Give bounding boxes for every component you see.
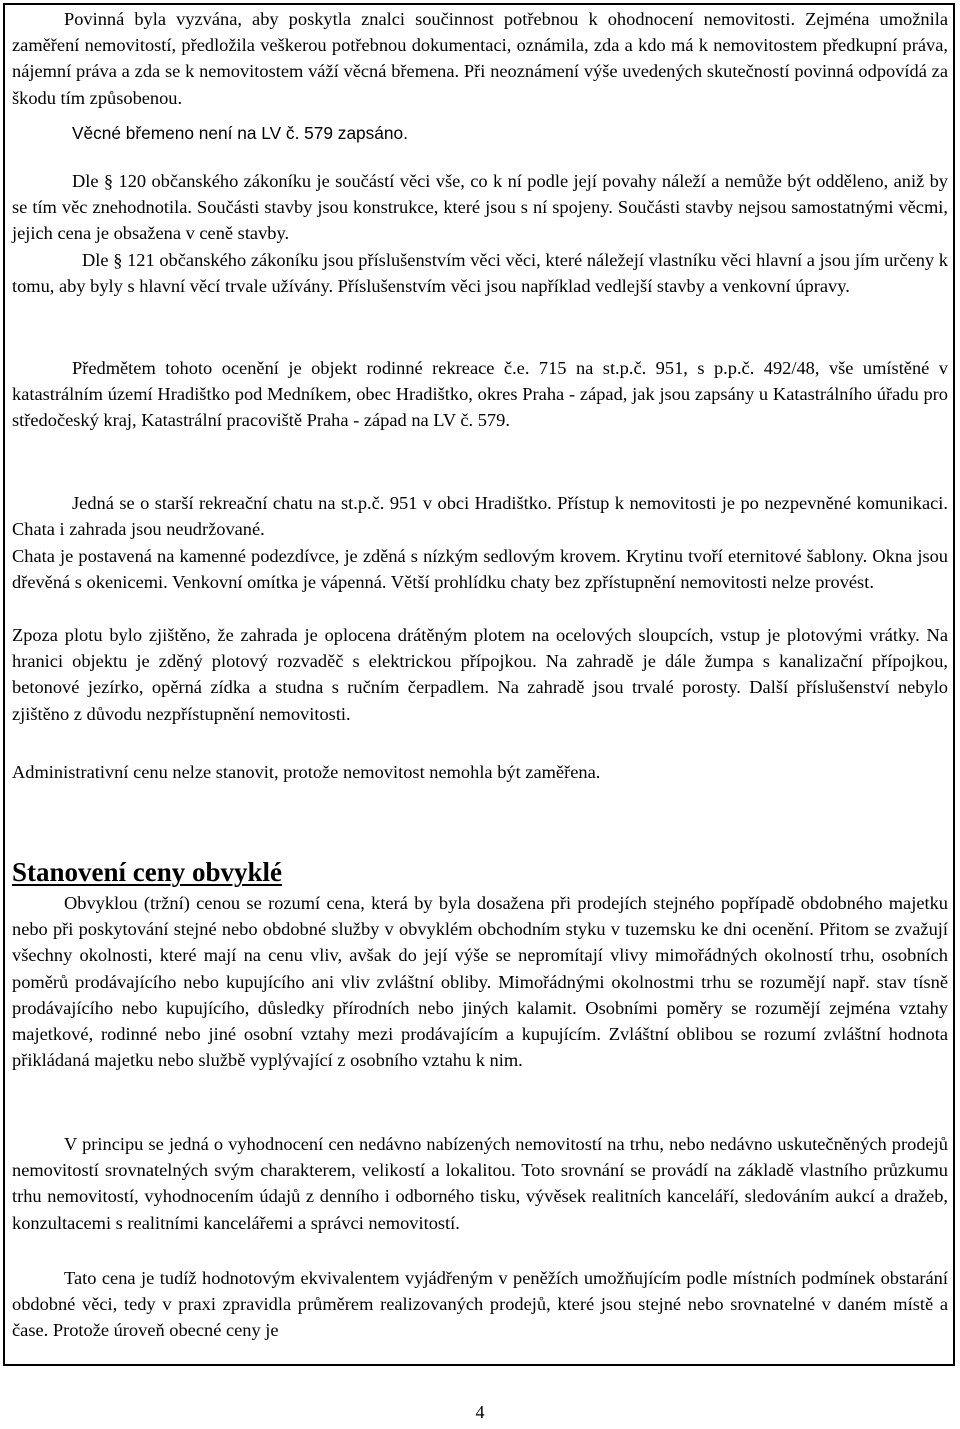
paragraph-easement: Věcné břemeno není na LV č. 579 zapsáno. — [72, 123, 408, 143]
paragraph-equivalent: Tato cena je tudíž hodnotovým ekvivalentem vyjádřeným v peněžích umožňujícím podle místních podmínek obstarání obdobné věci, tedy v praxi zpravidla průměrem realizovaných prodejů, které jsou stejné nebo srovnatelné v daném místě a čase. Protože úroveň obecné ceny je — [12, 1268, 948, 1341]
paragraph-principle: V principu se jedná o vyhodnocení cen nedávno nabízených nemovitostí na trhu, nebo nedávno uskutečněných prodejů nemovitostí srovnatelných svým charakterem, velikostí a lokalitou. Toto srovnání se provádí na základě vlastního průzkumu trhu nemovitostí, vyhodnocením údajů z denního i odborného tisku, vývěsek realitních kanceláří, sledováním aukcí a dražeb, konzultacemi s realitními kancelářemi a správci nemovitostí. — [12, 1134, 948, 1233]
paragraph-description: Jedná se o starší rekreační chatu na st.p.č. 951 v obci Hradištko. Přístup k nemovitosti je po nezpevněné komunikaci. Chata i zahrada jsou neudržované. — [12, 493, 948, 540]
section-heading: Stanovení ceny obvyklé — [12, 857, 283, 887]
page-number: 4 — [475, 1402, 485, 1422]
paragraph-garden: Zpoza plotu bylo zjištěno, že zahrada je oplocena drátěným plotem na ocelových sloupcích, vstup je plotovými vrátky. Na hranici objektu je zděný plotový rozvaděč s elektrickou přípojkou. Na zahradě je dále žumpa s kanalizační přípojkou, betonové jezírko, opěrná zídka a studna s ručním čerpadlem. Na zahradě jsou trvalé porosty. Další příslušenství nebylo zjištěno z důvodu nezpřístupnění nemovitosti. — [12, 625, 948, 724]
paragraph-section-120: Dle § 120 občanského zákoníku je součástí věci vše, co k ní podle její povahy náleží a nemůže být odděleno, aniž by se tím věc znehodnotila. Součásti stavby jsou konstrukce, které jsou s ní spojeny. Součásti stavby nejsou samostatnými věcmi, jejich cena je obsažena v ceně stavby. — [12, 171, 948, 244]
paragraph-admin-price: Administrativní cenu nelze stanovit, protože nemovitost nemohla být zaměřena. — [12, 762, 601, 782]
paragraph-building: Chata je postavená na kamenné podezdívce, je zděná s nízkým sedlovým krovem. Krytinu tvoří eternitové šablony. Okna jsou dřevěná s okenicemi. Venkovní omítka je vápenná. Větší prohlídku chaty bez zpřístupnění nemovitosti nelze provést. — [12, 546, 948, 593]
paragraph-market-price: Obvyklou (tržní) cenou se rozumí cena, která by byla dosažena při prodejích stejného popřípadě obdobného majetku nebo při poskytování stejné nebo obdobné služby v obvyklém obchodním styku v tuzemsku ke dni ocenění. Přitom se zvažují všechny okolnosti, které mají na cenu vliv, avšak do její výše se nepromítají vlivy mimořádných okolností trhu, osobních poměrů prodávajícího nebo kupujícího ani vliv zvláštní obliby. Mimořádnými okolnostmi trhu se rozumějí např. stav tísně prodávajícího nebo kupujícího, důsledky přírodních nebo jiných kalamit. Osobními poměry se rozumějí zejména vztahy majetkové, rodinné nebo jiné osobní vztahy mezi prodávajícím a kupujícím. Zvláštní oblibou se rozumí zvláštní hodnota přikládaná majetku nebo službě vyplývající z osobního vztahu k nim. — [12, 893, 948, 1071]
paragraph-intro: Povinná byla vyzvána, aby poskytla znalci součinnost potřebnou k ohodnocení nemovitosti. Zejména umožnila zaměření nemovitostí, předložila veškerou potřebnou dokumentaci, oznámila, zda a kdo má k nemovitostem předkupní práva, nájemní práva a zda se k nemovitostem váží věcná břemena. Při neoznámení výše uvedených skutečností povinná odpovídá za škodu tím způsobenou. — [12, 9, 948, 108]
paragraph-subject: Předmětem tohoto ocenění je objekt rodinné rekreace č.e. 715 na st.p.č. 951, s p.p.č. 492/48, vše umístěné v katastrálním území Hradištko pod Medníkem, obec Hradištko, okres Praha - západ, jak jsou zapsány u Katastrálního úřadu pro středočeský kraj, Katastrální pracoviště Praha - západ na LV č. 579. — [12, 358, 948, 431]
paragraph-section-121: Dle § 121 občanského zákoníku jsou příslušenstvím věci věci, které náležejí vlastníku věci hlavní a jsou jím určeny k tomu, aby byly s hlavní věcí trvale užívány. Příslušenstvím věci jsou například vedlejší stavby a venkovní úpravy. — [12, 250, 948, 297]
